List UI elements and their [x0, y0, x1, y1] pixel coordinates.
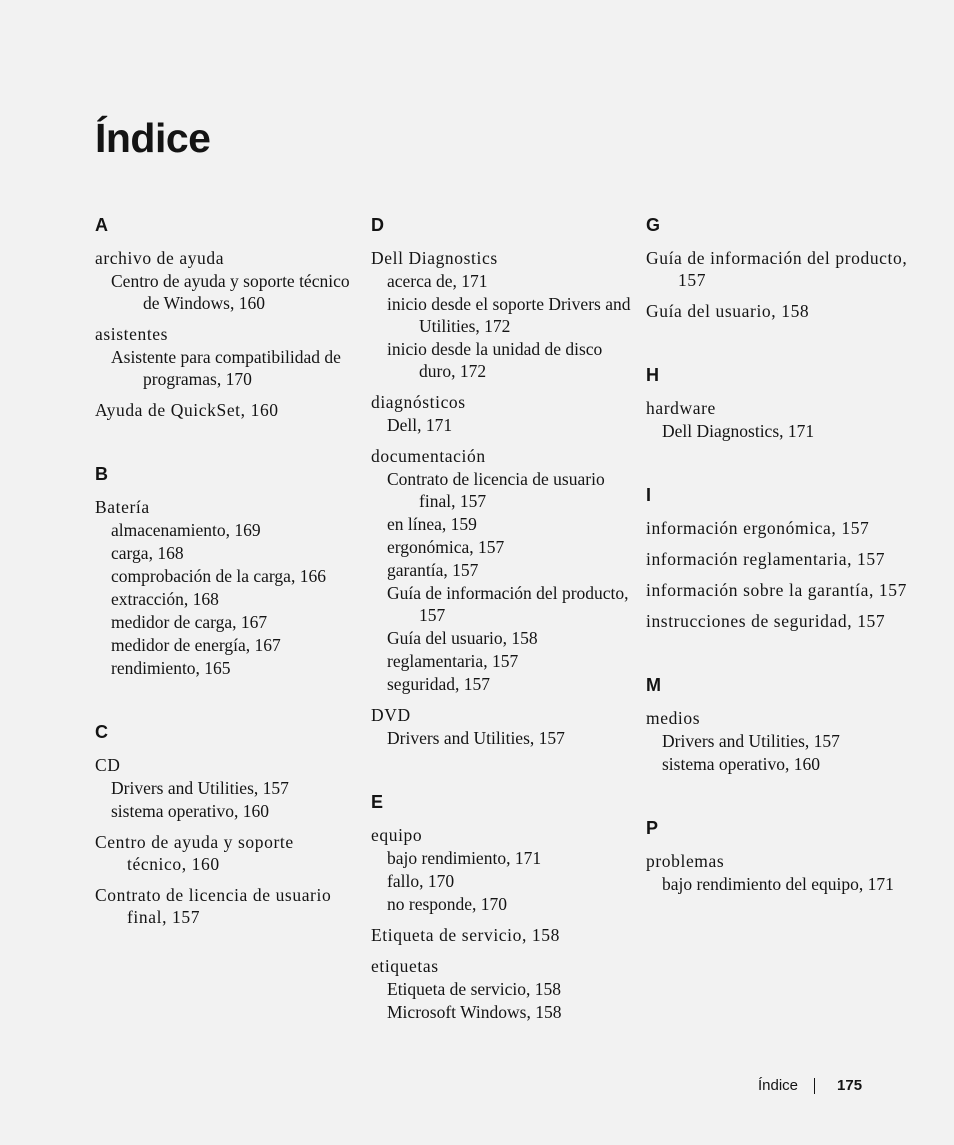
section-letter: E — [371, 792, 384, 812]
subentry-list — [371, 727, 631, 749]
index-section — [646, 484, 926, 632]
index-column-1 — [95, 214, 355, 970]
index-entry — [95, 399, 355, 421]
index-entry — [371, 955, 631, 1023]
index-subentry: inicio desde la unidad de disco duro, 172 — [387, 339, 603, 381]
index-entry — [646, 247, 926, 291]
index-entry — [646, 610, 926, 632]
page-number: 175 — [837, 1077, 863, 1094]
index-subentry: acerca de, 171 — [387, 271, 488, 291]
subentry-list — [95, 519, 355, 679]
index-entry — [95, 247, 355, 314]
index-term: CD — [95, 755, 121, 775]
index-term: información sobre la garantía, 157 — [646, 580, 907, 600]
footer-section-label: Índice — [758, 1077, 799, 1094]
index-subentry: seguridad, 157 — [387, 674, 491, 694]
section-letter: G — [646, 215, 661, 235]
index-subentry: Etiqueta de servicio, 158 — [387, 979, 561, 999]
section-letter: P — [646, 818, 659, 838]
index-subentry: Drivers and Utilities, 157 — [387, 728, 565, 748]
index-subentry: en línea, 159 — [387, 514, 477, 534]
subentry-list — [646, 420, 926, 442]
section-letter: M — [646, 675, 661, 695]
index-term: medios — [646, 708, 701, 728]
subentry-list — [646, 730, 926, 775]
index-subentry: Contrato de licencia de usuario final, 157 — [387, 469, 605, 511]
index-section — [646, 364, 926, 442]
index-term: Etiqueta de servicio, 158 — [371, 925, 560, 945]
subentry-list — [646, 873, 926, 895]
index-term: Centro de ayuda y soporte técnico, 160 — [95, 832, 294, 874]
index-subentry: garantía, 157 — [387, 560, 479, 580]
index-section — [95, 463, 355, 679]
index-term: instrucciones de seguridad, 157 — [646, 611, 886, 631]
index-term: etiquetas — [371, 956, 439, 976]
subentry-list — [371, 978, 631, 1023]
index-entry — [646, 517, 926, 539]
index-subentry: Drivers and Utilities, 157 — [111, 778, 289, 798]
index-subentry: Guía de información del producto, 157 — [387, 583, 629, 625]
index-entry — [646, 300, 926, 322]
index-subentry: almacenamiento, 169 — [111, 520, 261, 540]
index-term: DVD — [371, 705, 411, 725]
subentry-list — [371, 468, 631, 695]
index-term: Contrato de licencia de usuario final, 157 — [95, 885, 332, 927]
index-term: Guía de información del producto, 157 — [646, 248, 908, 290]
index-subentry: fallo, 170 — [387, 871, 455, 891]
index-term: archivo de ayuda — [95, 248, 225, 268]
index-subentry: ergonómica, 157 — [387, 537, 505, 557]
index-term: Guía del usuario, 158 — [646, 301, 810, 321]
index-subentry: Dell, 171 — [387, 415, 453, 435]
index-term: asistentes — [95, 324, 169, 344]
section-letter: A — [95, 215, 108, 235]
index-entry — [646, 850, 926, 895]
index-term: equipo — [371, 825, 423, 845]
index-subentry: comprobación de la carga, 166 — [111, 566, 326, 586]
subentry-list — [95, 777, 355, 822]
index-term: Ayuda de QuickSet, 160 — [95, 400, 279, 420]
index-entry — [95, 884, 355, 928]
index-subentry: inicio desde el soporte Drivers and Utilities, 172 — [387, 294, 631, 336]
index-entry — [371, 247, 631, 382]
subentry-list — [371, 414, 631, 436]
index-subentry: Microsoft Windows, 158 — [387, 1002, 562, 1022]
index-term: hardware — [646, 398, 716, 418]
index-section — [646, 817, 926, 895]
index-term: información reglamentaria, 157 — [646, 549, 886, 569]
subentry-list — [95, 346, 355, 390]
index-section — [95, 214, 355, 421]
index-entry — [95, 496, 355, 679]
index-column-3 — [646, 214, 926, 937]
index-entry — [371, 704, 631, 749]
index-section — [371, 791, 631, 1023]
index-subentry: bajo rendimiento, 171 — [387, 848, 542, 868]
index-subentry: medidor de carga, 167 — [111, 612, 268, 632]
section-letter: C — [95, 722, 108, 742]
section-letter: H — [646, 365, 659, 385]
index-term: documentación — [371, 446, 486, 466]
index-subentry: Drivers and Utilities, 157 — [662, 731, 840, 751]
index-term: Batería — [95, 497, 150, 517]
index-entry — [371, 824, 631, 915]
index-section — [646, 214, 926, 322]
subentry-list — [371, 847, 631, 915]
index-column-2 — [371, 214, 631, 1065]
page-footer — [758, 1076, 862, 1096]
index-subentry: carga, 168 — [111, 543, 184, 563]
section-letter: I — [646, 485, 652, 505]
index-entry — [646, 548, 926, 570]
page-title: Índice — [95, 115, 211, 161]
index-subentry: rendimiento, 165 — [111, 658, 231, 678]
index-entry — [371, 391, 631, 436]
index-subentry: sistema operativo, 160 — [662, 754, 820, 774]
index-entry — [371, 924, 631, 946]
subentry-list — [95, 270, 355, 314]
index-entry — [646, 707, 926, 775]
index-section — [95, 721, 355, 928]
section-letter: B — [95, 464, 108, 484]
index-entry — [646, 397, 926, 442]
index-term: información ergonómica, 157 — [646, 518, 870, 538]
section-letter: D — [371, 215, 384, 235]
index-subentry: Dell Diagnostics, 171 — [662, 421, 815, 441]
index-subentry: medidor de energía, 167 — [111, 635, 281, 655]
index-subentry: sistema operativo, 160 — [111, 801, 269, 821]
index-entry — [95, 323, 355, 390]
index-subentry: bajo rendimiento del equipo, 171 — [662, 874, 894, 894]
index-subentry: Centro de ayuda y soporte técnico de Windows, 160 — [111, 271, 350, 313]
index-subentry: extracción, 168 — [111, 589, 219, 609]
index-entry — [95, 831, 355, 875]
index-subentry: Guía del usuario, 158 — [387, 628, 538, 648]
index-term: problemas — [646, 851, 725, 871]
subentry-list — [371, 270, 631, 382]
index-section — [646, 674, 926, 775]
index-subentry: Asistente para compatibilidad de programas, 170 — [111, 347, 341, 389]
index-entry — [371, 445, 631, 695]
index-section — [371, 214, 631, 749]
footer-divider — [814, 1078, 815, 1094]
index-term: diagnósticos — [371, 392, 466, 412]
index-term: Dell Diagnostics — [371, 248, 498, 268]
index-subentry: no responde, 170 — [387, 894, 508, 914]
index-subentry: reglamentaria, 157 — [387, 651, 519, 671]
index-entry — [646, 579, 926, 601]
index-entry — [95, 754, 355, 822]
